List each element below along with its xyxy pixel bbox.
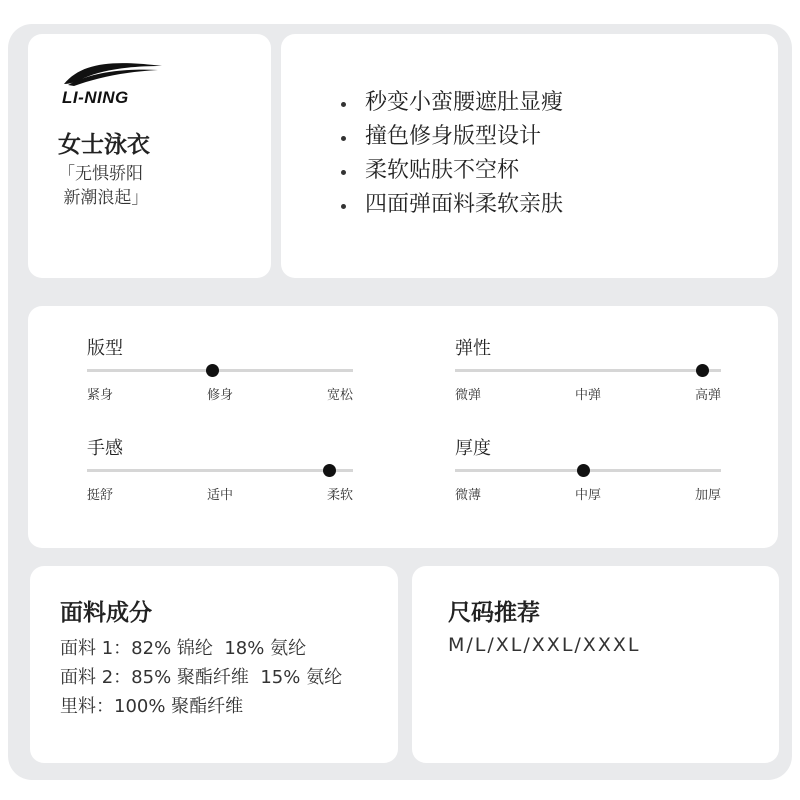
slogan [58,162,148,210]
spec-fit [87,334,355,404]
specs-card [28,306,778,548]
spec-tick: 宽松 [326,388,353,403]
spec-title: 手感 [87,438,123,459]
spec-title: 厚度 [455,438,491,459]
spec-indicator [323,464,336,477]
feature-item: 柔软贴肤不空杯 [339,154,563,188]
spec-tick: 加厚 [694,488,721,503]
feature-item: 秒变小蛮腰遮肚显瘦 [339,86,563,120]
fabric-card [30,566,398,763]
spec-tick: 高弹 [694,388,721,403]
spec-track [87,469,353,472]
spec-feel [87,434,355,504]
spec-tick: 中弹 [574,388,601,403]
spec-ticks [87,384,353,403]
spec-tick: 微薄 [455,488,482,503]
feature-item: 四面弹面料柔软亲肤 [339,188,563,222]
feature-item: 撞色修身版型设计 [339,120,563,154]
spec-title: 版型 [87,338,123,359]
spec-thickness [455,434,723,504]
spec-tick: 挺舒 [87,488,114,503]
fabric-line: 面料 2：85% 聚酯纤维 15% 氨纶 [60,667,343,688]
swoosh-icon [62,58,164,88]
spec-tick: 中厚 [574,488,601,503]
spec-tick: 适中 [206,488,233,503]
slogan-line: 新潮浪起」 [58,188,149,208]
spec-track [455,469,721,472]
brand-card [28,34,271,278]
spec-indicator [206,364,219,377]
spec-title: 弹性 [455,338,491,359]
size-card [412,566,779,763]
fabric-line: 里料：100% 聚酯纤维 [60,696,244,717]
spec-tick: 微弹 [455,388,482,403]
li-ning-logo [62,58,164,110]
fabric-heading: 面料成分 [60,600,152,626]
fabric-lines [60,634,342,721]
spec-tick: 柔软 [326,488,353,503]
spec-indicator [577,464,590,477]
spec-tick: 紧身 [87,388,114,403]
slogan-line: 「无惧骄阳 [58,164,143,184]
spec-elasticity [455,334,723,404]
spec-track [455,369,721,372]
feature-list [339,86,563,222]
spec-indicator [696,364,709,377]
size-options: M/L/XL/XXL/XXXL [448,634,641,656]
size-heading: 尺码推荐 [448,600,540,626]
features-card [281,34,778,278]
logo-wordmark: LI-NING [62,88,129,107]
spec-ticks [455,384,721,403]
spec-track [87,369,353,372]
spec-ticks [455,484,721,503]
spec-tick: 修身 [206,388,233,403]
spec-ticks [87,484,353,503]
product-title: 女士泳衣 [58,132,150,158]
fabric-line: 面料 1：82% 锦纶 18% 氨纶 [60,638,307,659]
